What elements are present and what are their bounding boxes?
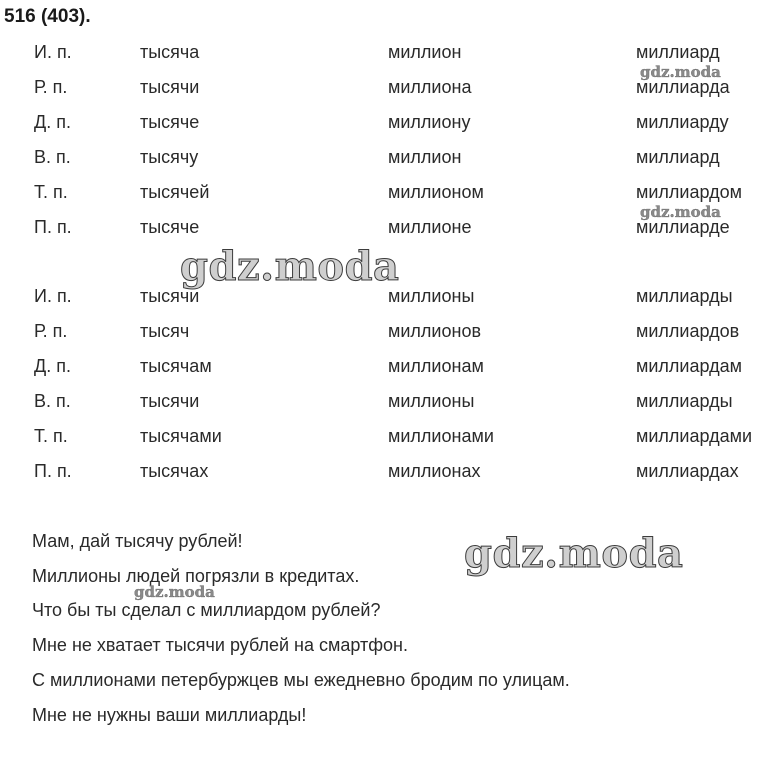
watermark: gdz.moda [180,243,400,290]
million-form: миллионы [388,286,475,306]
table-row [0,426,774,452]
billion-form: миллиардов [636,321,740,341]
thousand-form: тысячей [140,182,210,202]
million-form: миллионами [388,426,494,446]
case-label: В. п. [34,147,71,167]
million-form: миллион [388,42,462,62]
case-label: Т. п. [34,426,68,446]
thousand-form: тысячах [140,461,209,481]
case-label: Р. п. [34,321,68,341]
million-form: миллионам [388,356,484,376]
million-form: миллионов [388,321,482,341]
billion-form: миллиардам [636,356,742,376]
sentence: Мам, дай тысячу рублей! [32,531,243,551]
case-label: В. п. [34,391,71,411]
thousand-form: тысячам [140,356,212,376]
table-row [0,147,774,173]
watermark: gdz.moda [464,530,684,577]
billion-form: миллиард [636,42,720,62]
billion-form: миллиарде [636,217,730,237]
billion-form: миллиарды [636,391,733,411]
table-row [0,42,774,68]
thousand-form: тысячи [140,286,200,306]
table-row [0,217,774,243]
table-row [0,321,774,347]
exercise-title: 516 (403). [4,6,91,27]
million-form: миллионом [388,182,484,202]
case-label: П. п. [34,461,72,481]
million-form: миллионах [388,461,481,481]
thousand-form: тысячи [140,391,200,411]
table-row [0,112,774,138]
thousand-form: тысяче [140,112,200,132]
thousand-form: тысяч [140,321,190,341]
thousand-form: тысячу [140,147,199,167]
sentence: Мне не хватает тысячи рублей на смартфон. [32,635,408,655]
billion-form: миллиардах [636,461,739,481]
table-row [0,356,774,382]
case-label: Р. п. [34,77,68,97]
million-form: миллион [388,147,462,167]
sentence: Что бы ты сделал с миллиардом рублей? [32,600,381,620]
watermark: gdz.moda [640,63,721,81]
table-row [0,182,774,208]
billion-form: миллиарду [636,112,729,132]
table-row [0,77,774,103]
million-form: миллиона [388,77,472,97]
thousand-form: тысячами [140,426,222,446]
thousand-form: тысячи [140,77,200,97]
billion-form: миллиардами [636,426,753,446]
watermark: gdz.moda [640,203,721,221]
table-row [0,391,774,417]
billion-form: миллиарда [636,77,730,97]
table-row [0,286,774,312]
case-label: П. п. [34,217,72,237]
million-form: миллионе [388,217,472,237]
sentence: Миллионы людей погрязли в кредитах. [32,566,360,586]
billion-form: миллиардом [636,182,742,202]
million-form: миллионы [388,391,475,411]
case-label: И. п. [34,42,72,62]
billion-form: миллиарды [636,286,733,306]
sentence: С миллионами петербуржцев мы ежедневно бродим по улицам. [32,670,570,690]
case-label: Т. п. [34,182,68,202]
case-label: Д. п. [34,356,71,376]
case-label: И. п. [34,286,72,306]
thousand-form: тысяча [140,42,200,62]
million-form: миллиону [388,112,471,132]
sentence: Мне не нужны ваши миллиарды! [32,705,307,725]
thousand-form: тысяче [140,217,200,237]
table-row [0,461,774,487]
billion-form: миллиард [636,147,720,167]
watermark: gdz.moda [134,583,215,601]
case-label: Д. п. [34,112,71,132]
